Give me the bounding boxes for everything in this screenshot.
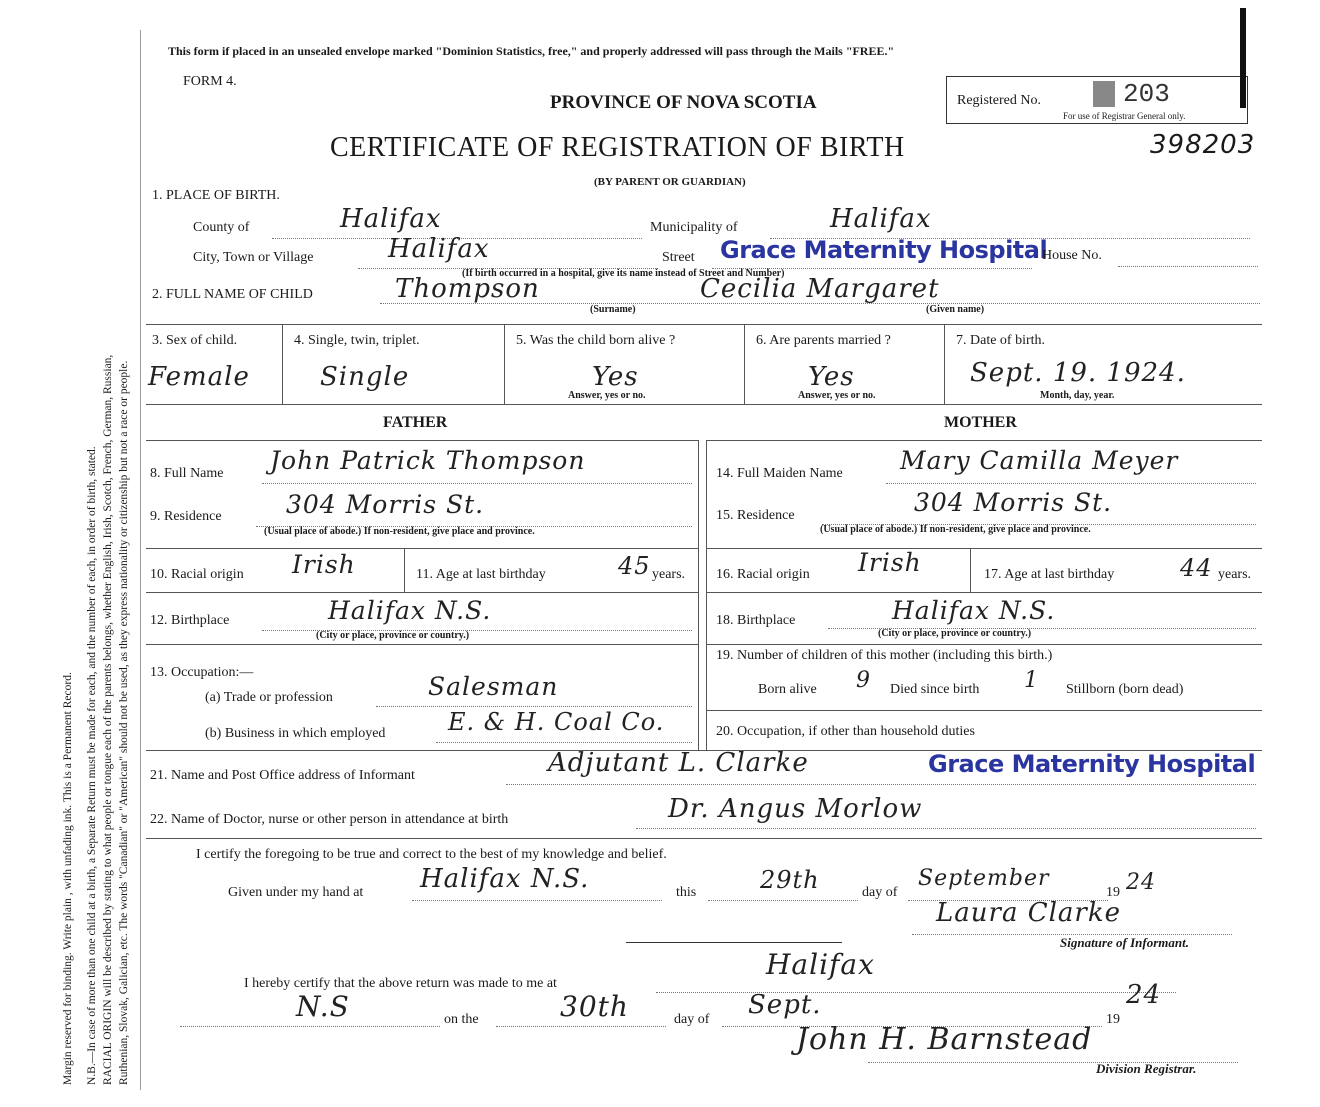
mother-name: Mary Camilla Meyer [900,446,1179,475]
registrar-month: Sept. [748,990,822,1020]
doctor-name: Dr. Angus Morlow [668,794,923,824]
parents-married-value: Yes [808,362,855,392]
father-birthplace: Halifax N.S. [328,596,492,625]
mother-residence: 304 Morris St. [914,488,1113,517]
margin-racial-origin-note-2: Ruthenian, Slovak, Galician, etc. The words "Canadian" or "American" should not be used, as they express nationality or citizenship but not a race or people. [118,360,130,1085]
registered-stamp-mark [1093,81,1115,107]
margin-binding-note: Margin reserved for binding. Write plain , with unfading ink. This is a Permanent Record. [62,672,74,1085]
day-of-label: day of [862,885,898,900]
children-count-label: 19. Number of children of this mother (including this birth.) [716,648,1053,663]
answer-note-1: Answer, yes or no. [568,390,646,401]
registrar-day: 30th [560,990,629,1023]
registrar-place-2: N.S [296,990,350,1023]
date-of-birth-value: Sept. 19. 1924. [970,358,1186,388]
municipality-value: Halifax [830,204,932,234]
born-alive-count: 9 [856,668,871,693]
county-value: Halifax [340,204,442,234]
plurality-label: 4. Single, twin, triplet. [294,333,420,348]
registrar-place: Halifax [766,948,875,981]
father-racial-value: Irish [292,550,356,579]
died-label: Died since birth [890,682,980,697]
father-racial-label: 10. Racial origin [150,567,244,582]
father-years-label: years. [652,567,686,582]
given-place: Halifax N.S. [420,864,590,894]
mother-residence-label: 15. Residence [716,508,795,523]
trade-value: Salesman [428,672,559,701]
form-number: FORM 4. [183,74,237,89]
parents-married-label: 6. Are parents married ? [756,333,891,348]
hospital-note: (If birth occurred in a hospital, give its name instead of Street and Number) [462,268,785,279]
registrar-day-of-label: day of [674,1012,710,1027]
business-value: E. & H. Coal Co. [448,708,665,736]
registrar-year: 24 [1126,980,1162,1010]
registered-label: Registered No. [957,93,1041,108]
city-value: Halifax [388,234,490,264]
trade-label: (a) Trade or profession [205,690,333,705]
division-registrar-label: Division Registrar. [1096,1061,1197,1076]
informant-label: 21. Name and Post Office address of Informant [150,768,415,783]
mother-years-label: years. [1218,567,1252,582]
born-alive-label: 5. Was the child born alive ? [516,333,676,348]
province-title: PROVINCE OF NOVA SCOTIA [550,92,817,113]
informant-signature: Laura Clarke [936,898,1121,928]
given-day: 29th [760,866,820,894]
registrar-year-prefix: 19 [1106,1012,1120,1027]
margin-line [140,30,141,1090]
sex-value: Female [148,362,250,392]
on-the-label: on the [444,1012,479,1027]
mother-racial-label: 16. Racial origin [716,567,810,582]
given-year: 24 [1126,870,1156,895]
registrar-note: For use of Registrar General only. [1063,111,1186,121]
file-number: 398203 [1150,130,1256,160]
mother-racial-value: Irish [858,548,922,577]
stillborn-label: Stillborn (born dead) [1066,682,1184,697]
father-name-label: 8. Full Name [150,466,224,481]
sex-label: 3. Sex of child. [152,333,238,348]
mother-name-label: 14. Full Maiden Name [716,466,843,481]
signature-informant-label: Signature of Informant. [1060,935,1189,950]
child-surname: Thompson [395,274,540,304]
father-residence-label: 9. Residence [150,509,222,524]
father-age: 45 [618,552,651,580]
registered-number: 203 [1123,79,1170,109]
year-prefix: 19 [1106,885,1120,900]
father-heading: FATHER [383,414,448,431]
registered-box [946,76,1248,124]
pin-mark [1240,8,1246,108]
father-residence-note: (Usual place of abode.) If non-resident, give place and province. [264,526,535,537]
child-name-label: 2. FULL NAME OF CHILD [152,287,313,302]
born-alive-count-label: Born alive [758,682,817,697]
surname-note: (Surname) [590,304,636,315]
margin-racial-origin-note: RACIAL ORIGIN will be described by stating to what people or tongue each of the parents belongs, whether English, Irish, Scotch, French, German, Russian, [102,354,114,1085]
street-label: Street [662,250,695,265]
died-count: 1 [1024,668,1039,693]
mother-age-label: 17. Age at last birthday [984,567,1115,582]
registrar-signature: John H. Barnstead [796,1022,1093,1057]
county-label: County of [193,220,250,235]
father-residence: 304 Morris St. [286,490,485,519]
street-hospital-stamp: Grace Maternity Hospital [720,236,1048,264]
certificate-title: CERTIFICATE OF REGISTRATION OF BIRTH [330,132,905,163]
informant-name: Adjutant L. Clarke [548,748,809,778]
given-under-label: Given under my hand at [228,885,364,900]
doctor-label: 22. Name of Doctor, nurse or other person in attendance at birth [150,812,509,827]
margin-multiple-birth-note: N.B.—In case of more than one child at a birth, a Separate Return must be made for each, and the number of each, in order of birth, stated. [86,446,98,1085]
child-given-name: Cecilia Margaret [700,274,940,304]
mother-birthplace-label: 18. Birthplace [716,613,796,628]
mother-occupation-label: 20. Occupation, if other than household duties [716,724,975,739]
this-label: this [676,885,697,900]
city-label: City, Town or Village [193,250,314,265]
given-month: September [918,866,1050,891]
date-of-birth-label: 7. Date of birth. [956,333,1046,348]
mother-age: 44 [1180,554,1213,582]
business-label: (b) Business in which employed [205,726,386,741]
place-of-birth-heading: 1. PLACE OF BIRTH. [152,188,280,203]
date-of-birth-note: Month, day, year. [1040,390,1115,401]
mother-residence-note: (Usual place of abode.) If non-resident, give place and province. [820,524,1091,535]
postal-note: This form if placed in an unsealed envelope marked "Dominion Statistics, free," and properly addressed will pass through the Mails "FREE." [168,44,895,58]
house-label: House No. [1042,248,1102,263]
informant-address-stamp: Grace Maternity Hospital [928,750,1256,778]
father-age-label: 11. Age at last birthday [416,567,546,582]
answer-note-2: Answer, yes or no. [798,390,876,401]
mother-birthplace: Halifax N.S. [892,596,1056,625]
father-name: John Patrick Thompson [270,446,586,475]
certificate-subtitle: (BY PARENT OR GUARDIAN) [594,176,746,188]
given-name-note: (Given name) [926,304,985,315]
municipality-label: Municipality of [650,220,738,235]
plurality-value: Single [320,362,410,392]
father-occupation-label: 13. Occupation:— [150,665,254,680]
certify-text: I certify the foregoing to be true and correct to the best of my knowledge and belief. [196,847,667,862]
father-birthplace-label: 12. Birthplace [150,613,230,628]
registrar-certify-text: I hereby certify that the above return was made to me at [244,976,557,991]
mother-heading: MOTHER [944,414,1017,431]
born-alive-value: Yes [592,362,639,392]
father-birthplace-note: (City or place, province or country.) [316,630,470,641]
mother-birthplace-note: (City or place, province or country.) [878,628,1032,639]
